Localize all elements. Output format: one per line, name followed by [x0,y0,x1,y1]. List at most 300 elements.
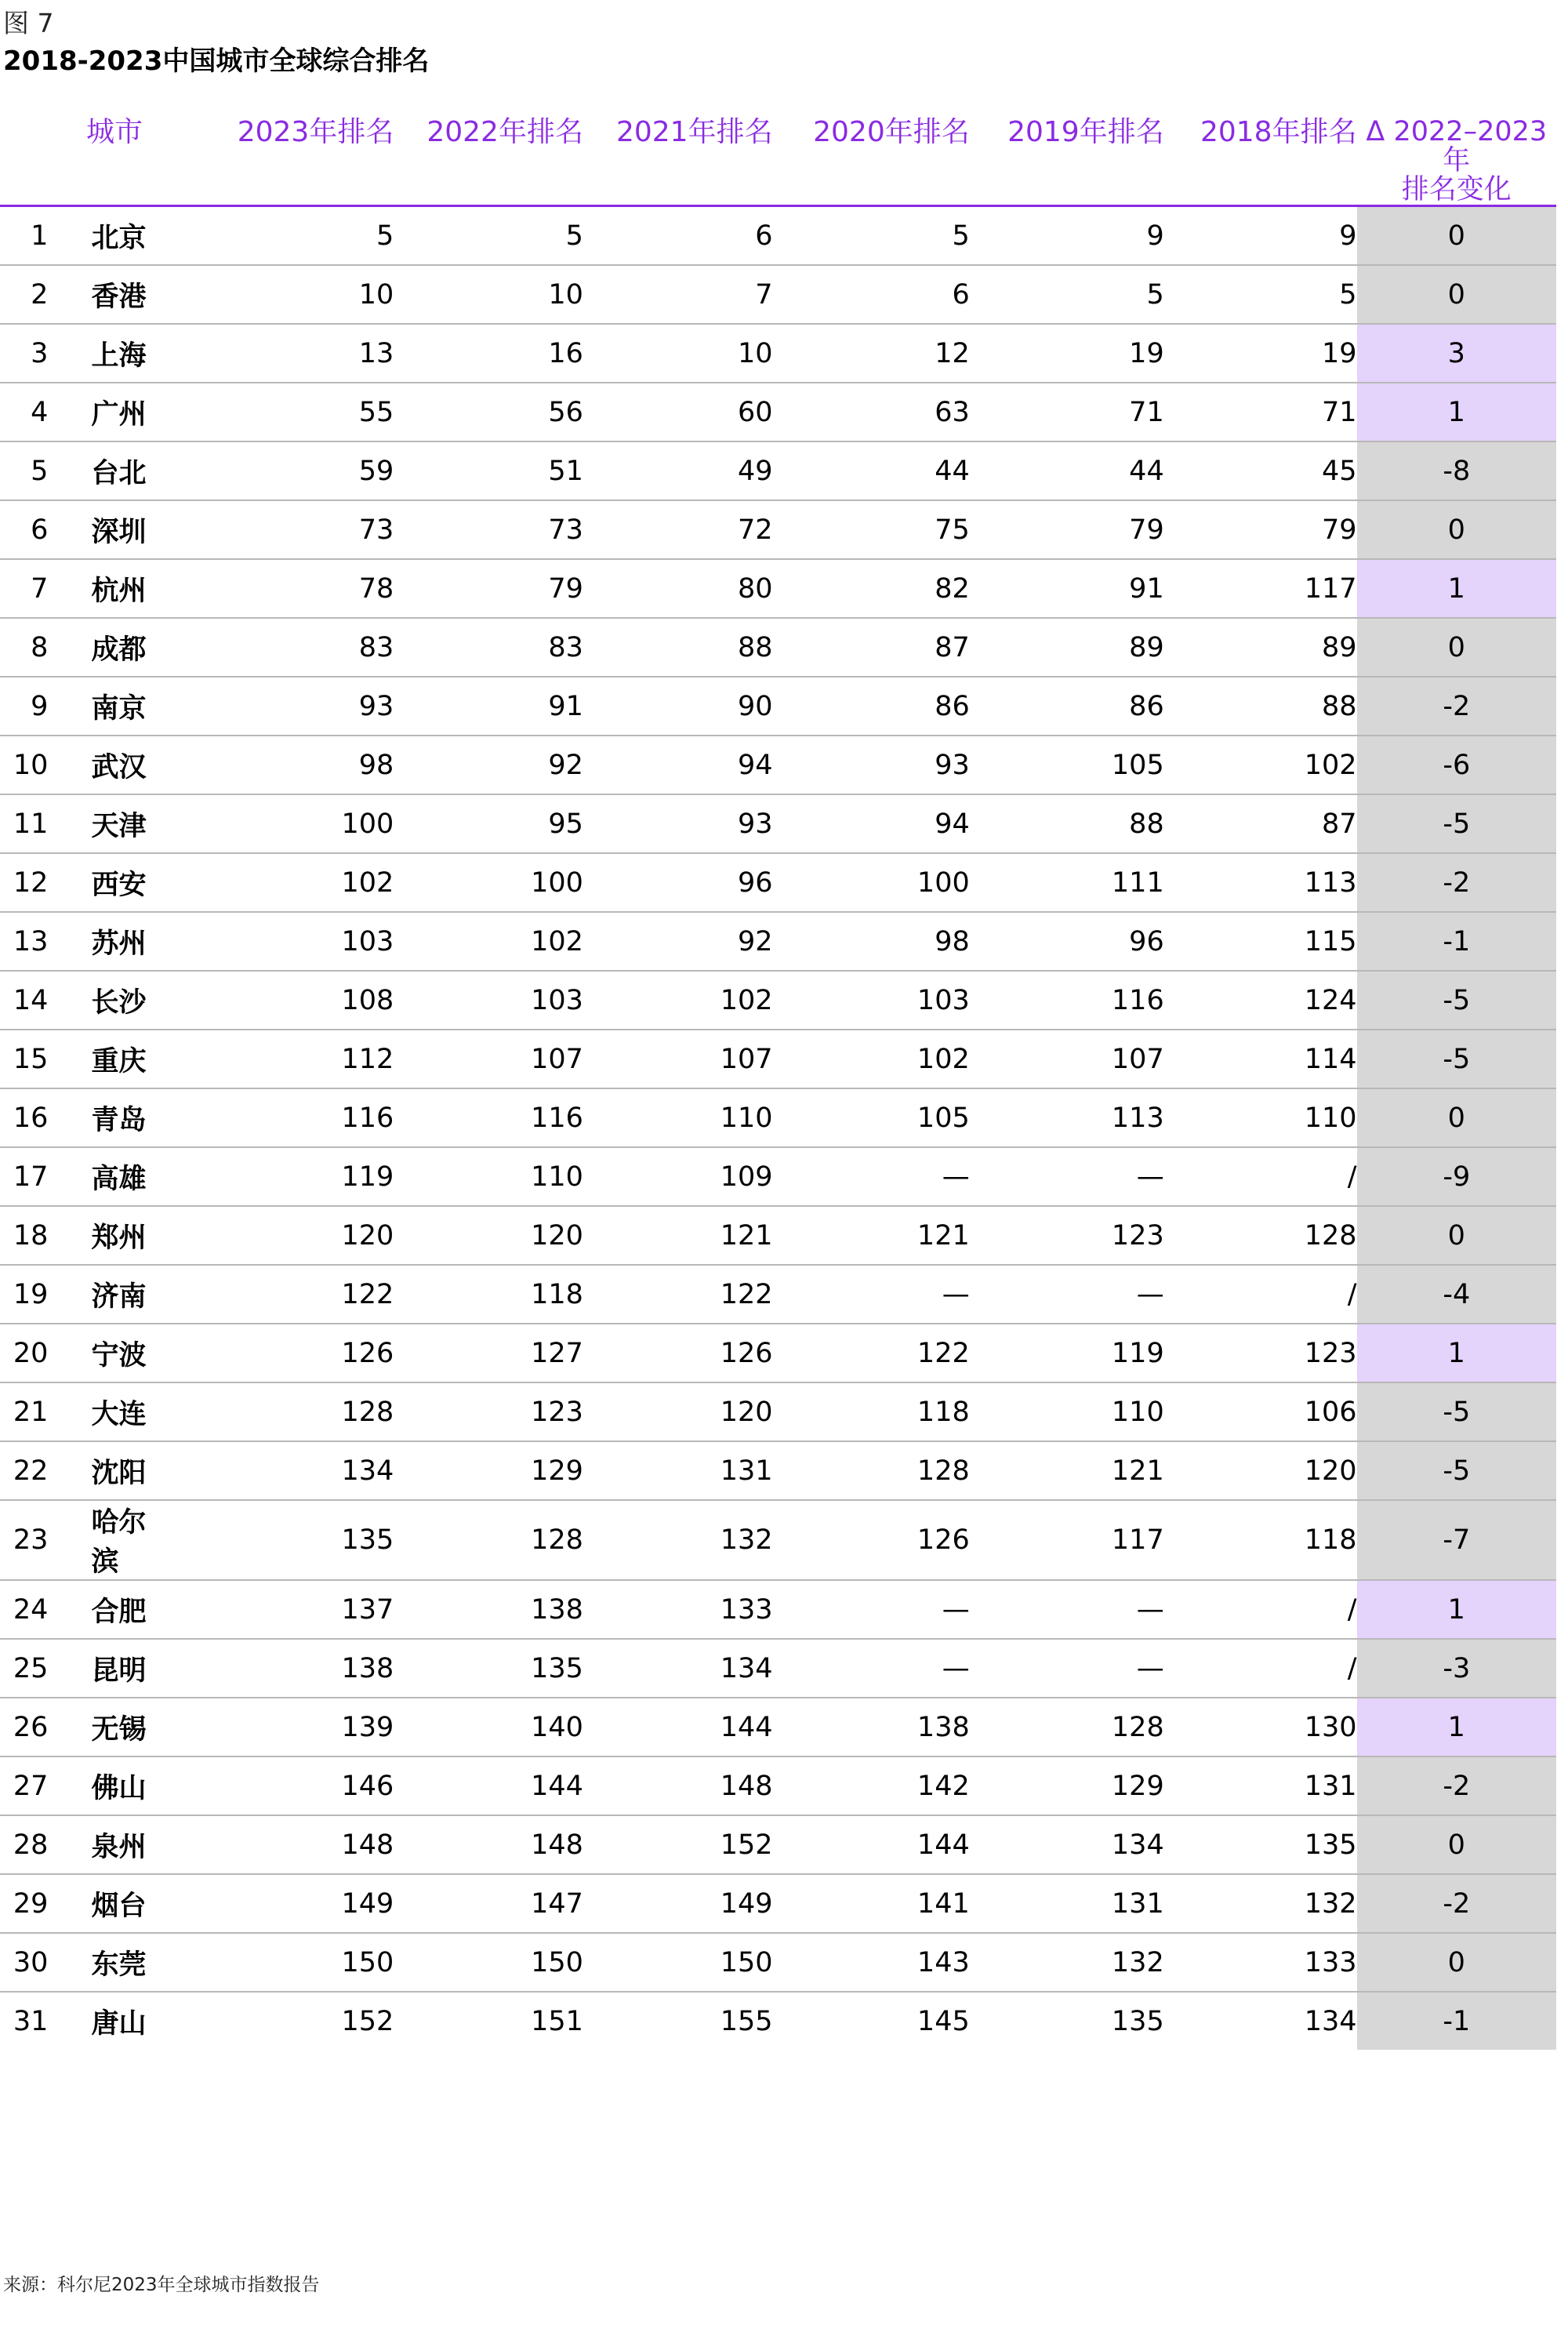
row-rank-2021: 94 [583,736,773,794]
row-city: 昆明 [48,1639,147,1698]
row-rank-2019: 107 [970,1030,1164,1088]
row-rank-2018: 110 [1164,1088,1357,1147]
row-rank-2019: 123 [970,1206,1164,1265]
row-rank-2019: — [970,1265,1164,1324]
row-rank-2019: 111 [970,853,1164,912]
row-rank-2020: 44 [773,441,970,500]
row-delta: -2 [1357,853,1556,912]
row-city: 天津 [48,794,147,853]
row-rank-2018: 106 [1164,1382,1357,1441]
table-row [0,677,1556,736]
row-rank-2018: 19 [1164,324,1357,383]
row-delta: -5 [1357,1382,1556,1441]
row-rank [0,1756,48,1815]
row-rank-2019: 131 [970,1874,1164,1933]
row-rank-2020: 5 [773,206,970,266]
row-rank [0,383,48,441]
row-rank-2023: 78 [148,559,394,618]
row-rank-2019: 89 [970,618,1164,677]
row-rank-2023: 149 [148,1874,394,1933]
row-city: 大连 [48,1382,147,1441]
row-city: 东莞 [48,1933,147,1992]
row-city: 深圳 [48,500,147,559]
row-city: 西安 [48,853,147,912]
row-rank [0,618,48,677]
row-rank [0,971,48,1030]
row-rank [0,1265,48,1324]
row-rank-2019: 9 [970,206,1164,266]
row-delta: 1 [1357,1324,1556,1382]
row-rank-2021: 93 [583,794,773,853]
row-rank-2018: 120 [1164,1441,1357,1500]
row-rank-2023: 100 [148,794,394,853]
row-rank-2022: 56 [394,383,583,441]
row-rank-2018: 128 [1164,1206,1357,1265]
row-rank-2018: 113 [1164,853,1357,912]
row-rank-2022: 73 [394,500,583,559]
row-city: 沈阳 [48,1441,147,1500]
table-body [0,206,1556,2051]
row-rank-value: 3 [31,337,49,369]
row-rank-2020: — [773,1265,970,1324]
header-2023: 2023年排名 [148,118,394,206]
row-rank-2023: 128 [148,1382,394,1441]
row-rank-2022: 140 [394,1698,583,1756]
row-city: 无锡 [48,1698,147,1756]
row-rank-2018: 118 [1164,1500,1357,1580]
row-rank-2018: 134 [1304,2005,1357,2037]
row-rank-2021: 150 [583,1933,773,1992]
row-rank-2021: 148 [583,1756,773,1815]
row-rank-value: 22 [13,1455,49,1487]
row-rank-2020: 122 [773,1324,970,1382]
row-rank-2018: 71 [1164,383,1357,441]
row-rank-2023: 98 [148,736,394,794]
row-rank [0,441,48,500]
row-rank-2021: 92 [583,912,773,971]
table-row [0,912,1556,971]
row-delta: 0 [1357,1815,1556,1874]
row-rank [0,265,48,324]
row-rank-2022: 51 [394,441,583,500]
row-rank-2020: 105 [773,1088,970,1147]
row-rank-2018: 88 [1164,677,1357,736]
row-rank-2023: 120 [148,1206,394,1265]
row-rank-2019: — [970,1147,1164,1206]
row-rank [0,1874,48,1933]
row-rank [0,794,48,853]
row-rank-2020: 145 [916,2005,970,2037]
row-rank-2021: 10 [583,324,773,383]
row-city: 长沙 [48,971,147,1030]
row-rank-2023: 93 [148,677,394,736]
row-rank-2021: 107 [583,1030,773,1088]
row-city: 上海 [48,324,147,383]
row-rank [0,1206,48,1265]
table-row [0,1639,1556,1698]
header-delta [1357,118,1556,206]
row-delta: -5 [1357,794,1556,853]
row-rank [0,1441,48,1500]
row-rank-2022: 118 [394,1265,583,1324]
row-rank-2023: 116 [148,1088,394,1147]
row-rank-2021: 88 [583,618,773,677]
row-rank-value: 26 [13,1711,49,1743]
row-rank [0,1992,48,2050]
row-rank-2020: 121 [773,1206,970,1265]
row-rank-2020: 94 [773,794,970,853]
row-rank [0,1147,48,1206]
row-rank-2018: 89 [1164,618,1357,677]
row-rank-2019: 96 [970,912,1164,971]
row-city: 台北 [48,441,147,500]
row-rank-2019: 128 [970,1698,1164,1756]
row-delta: 0 [1357,618,1556,677]
row-delta: 0 [1357,1206,1556,1265]
row-rank-2020: 138 [773,1698,970,1756]
row-rank-2020: 102 [773,1030,970,1088]
row-rank-2018: 102 [1164,736,1357,794]
header-2022: 2022年排名 [394,118,583,206]
row-rank-2018: 135 [1164,1815,1357,1874]
row-delta: -5 [1357,1030,1556,1088]
row-rank-2021: 6 [583,206,773,266]
row-rank-2023: 134 [148,1441,394,1500]
row-city: 泉州 [48,1815,147,1874]
row-rank-2022: 5 [394,206,583,266]
row-rank-2018: / [1164,1265,1357,1324]
row-rank-value: 11 [13,808,49,840]
row-rank-2020: 126 [773,1500,970,1580]
row-rank-2022: 16 [394,324,583,383]
row-city: 烟台 [48,1874,147,1933]
row-rank-2022: 100 [394,853,583,912]
row-rank [0,736,48,794]
table-row [0,1088,1556,1147]
row-rank-2021: 131 [583,1441,773,1500]
row-rank-2018: 132 [1164,1874,1357,1933]
table-row [0,794,1556,853]
row-rank-2023: 55 [148,383,394,441]
row-city: 苏州 [48,912,147,971]
row-rank-value: 17 [13,1161,49,1193]
row-rank-2019: 121 [970,1441,1164,1500]
table-row [0,1756,1556,1815]
row-rank-value: 9 [31,690,49,722]
row-city: 宁波 [48,1324,147,1382]
row-rank-value: 28 [13,1829,49,1861]
row-rank-value: 10 [13,749,49,781]
row-delta: -6 [1357,736,1556,794]
row-rank-2020: 6 [773,265,970,324]
row-rank-value: 8 [31,631,49,663]
row-rank [0,324,48,383]
table-row [0,1324,1556,1382]
row-rank-2020: 75 [773,500,970,559]
row-rank-value: 24 [13,1593,49,1626]
row-rank [0,1815,48,1874]
row-rank-2023: 152 [341,2005,394,2037]
row-rank [0,1030,48,1088]
row-delta: -3 [1357,1639,1556,1698]
row-delta: -2 [1357,1756,1556,1815]
table-row [0,1933,1556,1992]
row-rank-value: 27 [13,1770,49,1802]
row-rank-2020: 93 [773,736,970,794]
row-rank [0,912,48,971]
table-row [0,500,1556,559]
row-delta: 0 [1357,265,1556,324]
row-rank-2019: 110 [970,1382,1164,1441]
row-rank-2022: 150 [394,1933,583,1992]
row-rank-2019: 91 [970,559,1164,618]
row-rank-2021: 60 [583,383,773,441]
row-rank-2022: 103 [394,971,583,1030]
row-rank-2023: 102 [148,853,394,912]
row-rank-2022: 135 [394,1639,583,1698]
row-delta: -7 [1357,1500,1556,1580]
row-rank-2020: 87 [773,618,970,677]
row-rank-value: 23 [13,1524,49,1556]
row-rank-2022: 107 [394,1030,583,1088]
row-city: 郑州 [48,1206,147,1265]
row-rank [0,1324,48,1382]
row-rank [0,853,48,912]
row-rank-2023: 83 [148,618,394,677]
row-rank-value: 31 [13,2005,49,2037]
table-row [0,383,1556,441]
row-rank-2022: 144 [394,1756,583,1815]
row-delta: -8 [1357,441,1556,500]
row-rank-2020: 63 [773,383,970,441]
table-row [0,559,1556,618]
row-rank-2020: 103 [773,971,970,1030]
row-delta: 0 [1357,1933,1556,1992]
row-rank-value: 25 [13,1652,49,1684]
row-rank-2019: — [970,1580,1164,1639]
row-rank-2019: — [970,1639,1164,1698]
row-rank-2023: 135 [148,1500,394,1580]
row-rank-value: 5 [31,455,49,487]
row-rank-2022: 129 [394,1441,583,1500]
row-rank-value: 20 [13,1337,49,1369]
row-city: 佛山 [48,1756,147,1815]
table-row [0,1206,1556,1265]
row-rank-2022: 91 [394,677,583,736]
row-rank-2021: 133 [583,1580,773,1639]
row-rank-value: 29 [13,1887,49,1920]
row-delta: 0 [1357,206,1556,266]
row-rank-2021: 109 [583,1147,773,1206]
row-rank-2018: / [1164,1639,1357,1698]
row-rank-2019: 129 [970,1756,1164,1815]
header-delta-line1: Δ 2022–2023年 [1366,116,1548,176]
row-rank-2021: 149 [583,1874,773,1933]
row-rank [0,206,48,266]
row-rank-2023: 10 [148,265,394,324]
figure-label: 图 7 [3,8,54,38]
row-rank-2018: / [1164,1147,1357,1206]
row-rank-2022: 120 [394,1206,583,1265]
row-rank-2019: 5 [970,265,1164,324]
row-rank-2020: 12 [773,324,970,383]
row-rank-2019: 135 [1111,2005,1164,2037]
row-rank-2019: 71 [970,383,1164,441]
row-rank-2020: 141 [773,1874,970,1933]
row-rank-2019: 134 [970,1815,1164,1874]
row-rank-value: 13 [13,925,49,957]
row-rank-2021: 121 [583,1206,773,1265]
row-city: 北京 [48,206,147,266]
row-rank-value: 14 [13,984,49,1016]
row-rank-2023: 108 [148,971,394,1030]
header-2019: 2019年排名 [970,118,1164,206]
row-rank-value: 12 [13,866,49,899]
row-rank [0,1500,48,1580]
row-rank-2023: 122 [148,1265,394,1324]
table-row [0,1874,1556,1933]
row-rank-2020: — [773,1639,970,1698]
table-row [0,441,1556,500]
row-rank-2021: 7 [583,265,773,324]
row-rank-2018: 130 [1164,1698,1357,1756]
row-rank-2020: — [773,1147,970,1206]
row-city: 重庆 [48,1030,147,1088]
row-rank-2021: 155 [720,2005,773,2037]
row-rank-2022: 138 [394,1580,583,1639]
row-rank-2018: 123 [1164,1324,1357,1382]
row-delta: 3 [1357,324,1556,383]
table-row [0,206,1556,266]
row-rank-2022: 102 [394,912,583,971]
row-rank-2021: 80 [583,559,773,618]
row-rank-2018: 115 [1164,912,1357,971]
header-2020: 2020年排名 [773,118,970,206]
row-rank-2019: 113 [970,1088,1164,1147]
row-rank-2019: 79 [970,500,1164,559]
row-city: 武汉 [48,736,147,794]
row-rank-2020: 144 [773,1815,970,1874]
row-rank-2020: 142 [773,1756,970,1815]
row-delta: -1 [1357,912,1556,971]
table-row [0,1580,1556,1639]
row-rank-value: 15 [13,1043,49,1075]
row-rank-2023: 112 [148,1030,394,1088]
table-row [0,1382,1556,1441]
row-rank [0,1639,48,1698]
row-rank-2021: 132 [583,1500,773,1580]
row-city: 杭州 [48,559,147,618]
row-rank-2022: 147 [394,1874,583,1933]
row-rank-2018: 5 [1164,265,1357,324]
row-rank-2023: 103 [148,912,394,971]
row-rank-2018: 131 [1164,1756,1357,1815]
row-rank-2023: 73 [148,500,394,559]
row-rank [0,1088,48,1147]
row-rank-2021: 102 [583,971,773,1030]
row-rank-2019: 86 [970,677,1164,736]
table-row [0,1441,1556,1500]
table-row [0,1698,1556,1756]
table-row [0,1815,1556,1874]
row-delta: -2 [1357,1874,1556,1933]
table-row [0,1992,1556,2050]
ranking-table [0,118,1556,2050]
header-city: 城市 [0,118,148,206]
row-rank-2018: / [1164,1580,1357,1639]
row-delta: 1 [1357,1698,1556,1756]
row-rank-2019: 19 [970,324,1164,383]
row-rank-value: 19 [13,1278,49,1310]
row-rank-2018: 87 [1164,794,1357,853]
row-city: 高雄 [48,1147,147,1206]
row-rank-value: 18 [13,1219,49,1252]
row-city: 南京 [48,677,147,736]
row-rank-2020: 128 [773,1441,970,1500]
table-row [0,1147,1556,1206]
row-rank-value: 7 [31,572,49,605]
row-rank-2022: 127 [394,1324,583,1382]
row-rank-2019: 119 [970,1324,1164,1382]
row-rank-2019: 105 [970,736,1164,794]
row-rank-2022: 128 [394,1500,583,1580]
row-delta: -5 [1357,971,1556,1030]
row-rank-2021: 49 [583,441,773,500]
row-rank-2020: 86 [773,677,970,736]
row-delta: 0 [1357,1088,1556,1147]
table-row [0,853,1556,912]
row-rank [0,500,48,559]
row-rank-2020: 82 [773,559,970,618]
header-2021: 2021年排名 [583,118,773,206]
header-2018: 2018年排名 [1164,118,1357,206]
row-city: 青岛 [48,1088,147,1147]
row-delta: 0 [1357,500,1556,559]
row-rank-2023: 146 [148,1756,394,1815]
row-rank-value: 4 [31,396,49,428]
row-rank-2019: 132 [970,1933,1164,1992]
row-rank-2020: 143 [773,1933,970,1992]
figure-title: 2018-2023中国城市全球综合排名 [3,45,430,77]
row-rank-2022: 79 [394,559,583,618]
row-city: 香港 [48,265,147,324]
row-delta: -5 [1357,1441,1556,1500]
row-delta: 1 [1357,383,1556,441]
row-rank-2023: 137 [148,1580,394,1639]
row-rank-2021: 152 [583,1815,773,1874]
row-delta: -2 [1357,677,1556,736]
row-rank-2023: 150 [148,1933,394,1992]
row-rank-2023: 148 [148,1815,394,1874]
row-rank-2022: 148 [394,1815,583,1874]
row-rank-2021: 72 [583,500,773,559]
row-city: 合肥 [48,1580,147,1639]
row-rank-2022: 116 [394,1088,583,1147]
row-rank-2018: 9 [1164,206,1357,266]
row-rank-2021: 120 [583,1382,773,1441]
row-rank-2018: 45 [1164,441,1357,500]
row-rank-2018: 114 [1164,1030,1357,1088]
row-city: 济南 [48,1265,147,1324]
row-rank [0,1933,48,1992]
row-rank-2023: 13 [148,324,394,383]
row-rank [0,559,48,618]
table-row [0,1265,1556,1324]
row-rank [0,677,48,736]
row-rank-2023: 59 [148,441,394,500]
table-row [0,618,1556,677]
row-rank-2018: 124 [1164,971,1357,1030]
